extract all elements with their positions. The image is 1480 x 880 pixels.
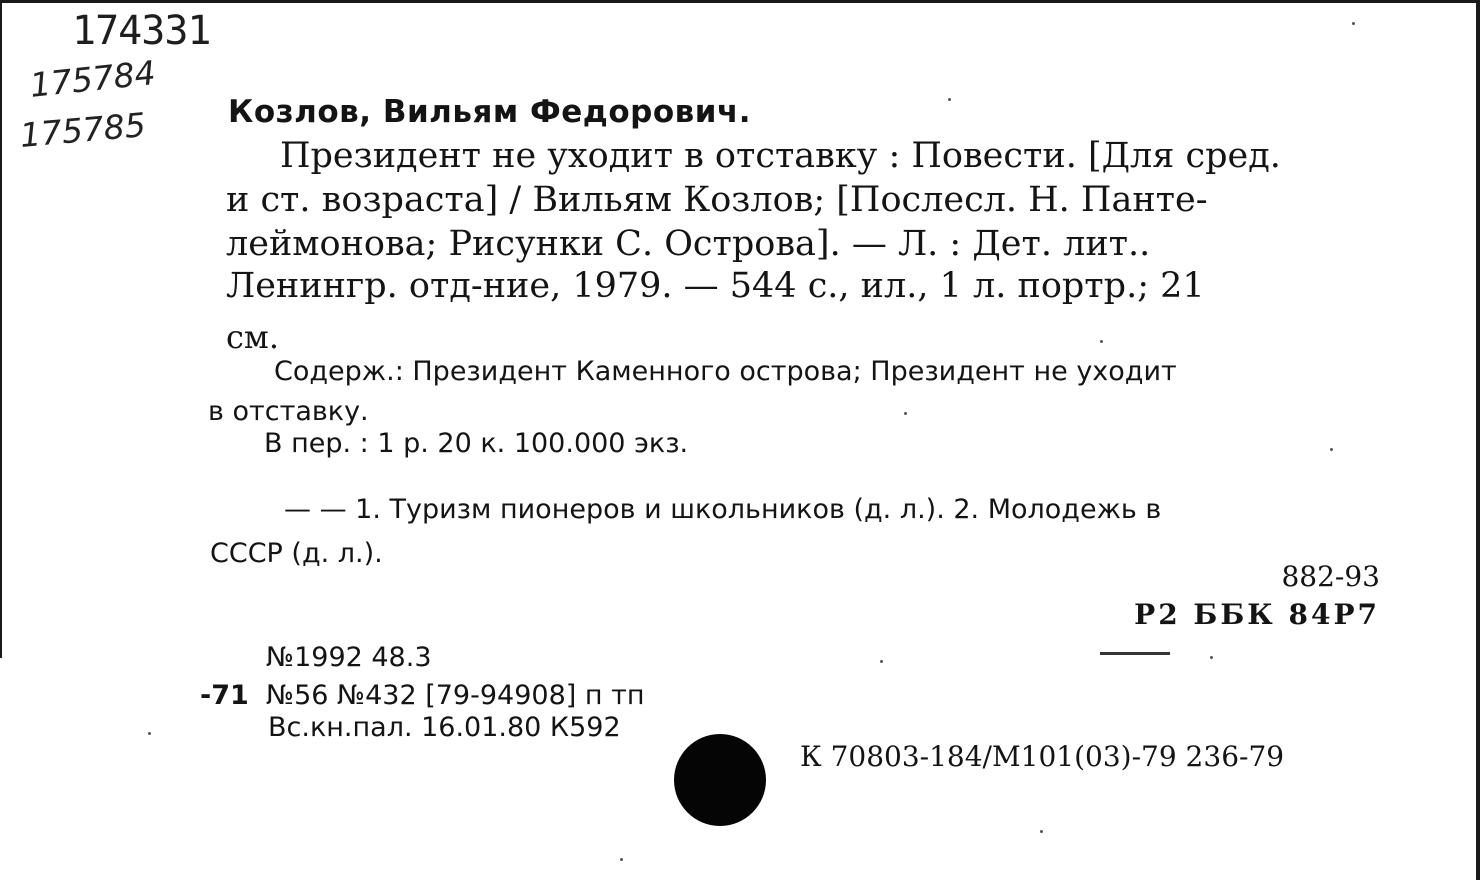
catalog-code: К 70803-184/М101(03)-79 236-79 (800, 740, 1285, 773)
speck (880, 660, 883, 663)
speck (1100, 340, 1103, 343)
subjects-line-1: — — 1. Туризм пионеров и школьников (д. л.). 2. Молодежь в (284, 494, 1162, 525)
speck (1210, 656, 1213, 659)
tech-mark: -71 (200, 680, 249, 711)
description-line-1: Президент не уходит в отставку : Повести. [Для сред. (280, 136, 1281, 176)
speck (148, 732, 151, 735)
author-heading: Козлов, Вильям Федорович. (228, 94, 752, 130)
speck (1352, 22, 1355, 25)
card-left-edge (0, 0, 2, 658)
card-top-edge (0, 0, 1480, 3)
tech-line-3: Вс.кн.пал. 16.01.80 К592 (268, 712, 621, 743)
subjects-line-2: СССР (д. л.). (210, 538, 383, 569)
speck (1040, 830, 1043, 833)
tech-line-2: №56 №432 [79-94908] п тп (266, 680, 645, 711)
tech-line-1: №1992 48.3 (266, 642, 432, 673)
contents-line-2: в отставку. (208, 396, 369, 427)
speck (1330, 448, 1333, 451)
description-line-5: см. (226, 318, 279, 356)
contents-line-1: Содерж.: Президент Каменного острова; Президент не уходит (274, 356, 1177, 387)
description-line-2: и ст. возраста] / Вильям Козлов; [Послесл. Н. Панте- (226, 180, 1208, 220)
handwritten-number-2: 175785 (18, 105, 148, 155)
description-line-3: леймонова; Рисунки С. Острова]. — Л. : Дет. лит.. (226, 224, 1151, 264)
classification-index: Р2 ББК 84Р7 (1134, 598, 1380, 631)
speck (904, 412, 907, 415)
dash-mark (1100, 652, 1170, 655)
classification-number: 882-93 (1281, 560, 1380, 593)
description-line-4: Ленингр. отд-ние, 1979. — 544 с., ил., 1 л. портр.; 21 (226, 266, 1205, 306)
accession-number: 174331 (72, 8, 211, 54)
speck (620, 858, 623, 861)
card-right-edge (1476, 0, 1480, 880)
punch-hole (674, 734, 766, 826)
handwritten-number-1: 175784 (27, 52, 158, 105)
price-line: В пер. : 1 р. 20 к. 100.000 экз. (264, 428, 689, 459)
speck (948, 98, 951, 101)
